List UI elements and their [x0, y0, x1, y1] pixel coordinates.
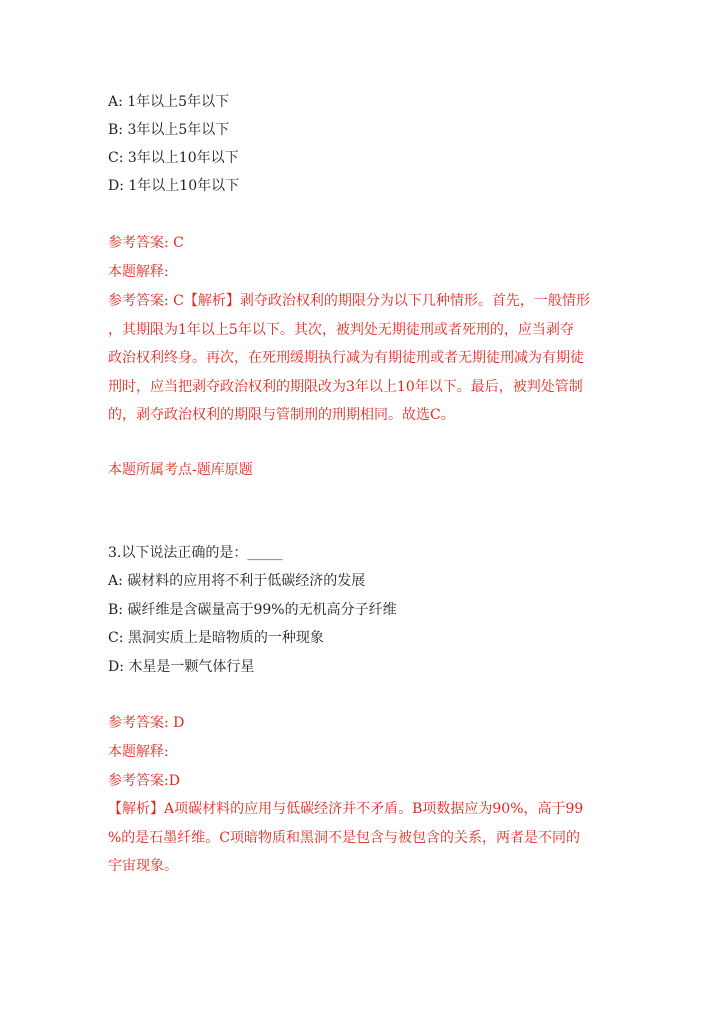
q3-explanation-line-1: 【解析】A项碳材料的应用与低碳经济并不矛盾。B项数据应为90%，高于99 [108, 801, 584, 817]
q3-explanation-line-2: %的是石墨纤维。C项暗物质和黑洞不是包含与被包含的关系，两者是不同的 [108, 830, 581, 846]
q2-answer: 参考答案: C [108, 235, 184, 251]
q2-option-d: D: 1年以上10年以下 [108, 178, 240, 194]
q2-explain-label: 本题解释: [108, 264, 169, 280]
q3-explain-label: 本题解释: [108, 744, 169, 760]
q3-option-a: A: 碳材料的应用将不利于低碳经济的发展 [108, 573, 366, 589]
q2-topic: 本题所属考点-题库原题 [108, 462, 253, 478]
q3-option-b: B: 碳纤维是含碳量高于99%的无机高分子纤维 [108, 602, 397, 618]
q2-explanation-line-5: 的，剥夺政治权利的期限与管制刑的刑期相同。故选C。 [108, 407, 455, 423]
q2-option-c: C: 3年以上10年以下 [108, 150, 239, 166]
q3-option-c: C: 黑洞实质上是暗物质的一种现象 [108, 630, 324, 646]
q2-option-a: A: 1年以上5年以下 [108, 94, 230, 110]
q3-question: 3.以下说法正确的是：_____ [108, 545, 283, 561]
q2-explanation-line-1: 参考答案: C【解析】剥夺政治权利的期限分为以下几种情形。首先，一般情形 [108, 293, 590, 309]
q3-option-d: D: 木星是一颗气体行星 [108, 659, 255, 675]
q2-explanation-line-3: 政治权利终身。再次，在死刑缓期执行减为有期徒刑或者无期徒刑减为有期徒 [108, 350, 584, 366]
q2-option-b: B: 3年以上5年以下 [108, 122, 230, 138]
q3-explanation-line-3: 宇宙现象。 [108, 858, 178, 874]
q3-answer: 参考答案: D [108, 715, 185, 731]
q2-explanation-line-2: ，其期限为1年以上5年以下。其次，被判处无期徒刑或者死刑的，应当剥夺 [108, 322, 574, 338]
q2-explanation-line-4: 刑时，应当把剥夺政治权利的期限改为3年以上10年以下。最后，被判处管制 [108, 379, 583, 395]
q3-answer-repeat: 参考答案:D [108, 773, 180, 789]
